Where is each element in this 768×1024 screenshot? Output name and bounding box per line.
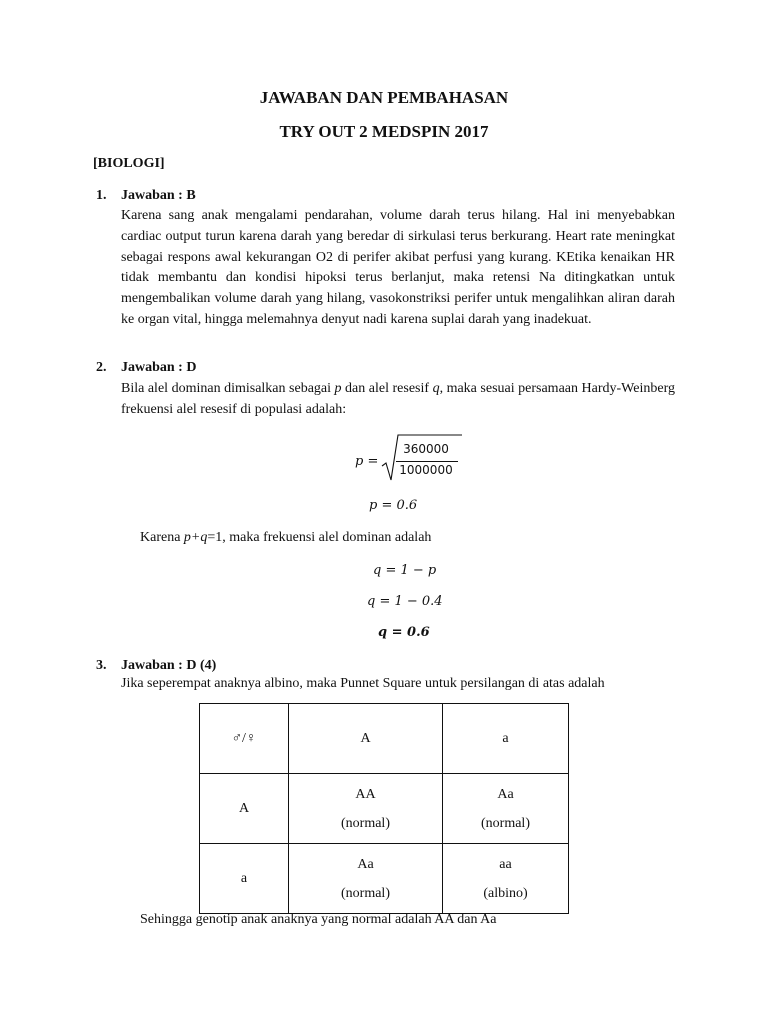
q3-conclusion: Sehingga genotip anak anaknya yang normal adalah AA dan Aa: [140, 912, 497, 927]
q3-intro: Jika seperempat anaknya albino, maka Punnet Square untuk persilangan di atas adalah: [121, 676, 605, 691]
q2-note-a: Karena: [140, 530, 184, 545]
document-title: JAWABAN DAN PEMBAHASAN: [259, 88, 509, 107]
q2-var-q: q: [432, 381, 440, 396]
cell-phenotype: (normal): [341, 815, 390, 831]
cell-phenotype: (normal): [481, 815, 530, 831]
q3-number: 3.: [96, 658, 107, 673]
q2-intro-a: Bila alel dominan dimisalkan sebagai: [121, 381, 335, 396]
punnett-col-header: a: [443, 704, 569, 774]
cell-genotype: AA: [355, 786, 376, 802]
q2-note-expr: p+q: [183, 530, 208, 545]
punnett-cell: [443, 844, 569, 914]
cell-phenotype: (normal): [341, 885, 390, 901]
eq1-fraction-bar: [396, 461, 458, 462]
punnett-square: [199, 703, 569, 914]
q2-intro: [121, 379, 675, 421]
section-label: [BIOLOGI]: [93, 156, 165, 171]
q1-answer: Jawaban : B: [121, 188, 196, 203]
q2-number: 2.: [96, 360, 107, 375]
q2-intro-c: , maka sesuai persamaan Hardy-Weinberg frekuensi alel resesif di populasi adalah:: [121, 381, 675, 417]
q2-answer: Jawaban : D: [121, 360, 197, 375]
cell-genotype: Aa: [497, 786, 514, 802]
punnett-col-header: A: [289, 704, 443, 774]
eq5: q = 0.6: [378, 625, 430, 640]
eq2: p = 0.6: [369, 498, 418, 513]
eq1-lhs: p =: [355, 454, 379, 469]
q3-answer: Jawaban : D (4): [121, 658, 217, 673]
q1-explanation: Karena sang anak mengalami pendarahan, volume darah terus hilang. Hal ini menyebabkan cardiac output turun karena darah yang beredar di sirkulasi terus berkurang. Heart rate meningkat sebagai respons awal kekurangan O2 di perifer akibat perfusi yang kurang. KEtika kenaikan HR tidak membantu dan kondisi hipoksi terus berlanjut, maka retensi Na ditingkatkan untuk mengembalikan volume darah yang hilang, vasokonstriksi perifer untuk mengalihkan aliran darah ke organ vital, hingga melemahnya denyut nadi karena suplai darah yang inadekuat.: [121, 208, 675, 327]
document-subtitle: TRY OUT 2 MEDSPIN 2017: [279, 122, 489, 141]
eq4: q = 1 − 0.4: [367, 594, 443, 609]
eq3: q = 1 − p: [373, 563, 437, 578]
punnett-row-header: a: [200, 844, 289, 914]
eq1-numerator: 360000: [403, 442, 449, 456]
cell-genotype: aa: [499, 856, 512, 872]
q2-note: [140, 530, 431, 546]
eq1-denominator: 1000000: [399, 463, 453, 477]
q2-note-b: =1, maka frekuensi alel dominan adalah: [207, 530, 432, 545]
punnett-corner: ♂/♀: [200, 704, 289, 774]
cell-phenotype: (albino): [483, 885, 528, 901]
punnett-cell: [289, 774, 443, 844]
q1-number: 1.: [96, 188, 107, 203]
punnett-row-header: A: [200, 774, 289, 844]
q2-intro-b: dan alel resesif: [341, 381, 433, 396]
cell-genotype: Aa: [357, 856, 374, 872]
q2-var-p: p: [334, 381, 342, 396]
punnett-cell: [443, 774, 569, 844]
punnett-cell: [289, 844, 443, 914]
